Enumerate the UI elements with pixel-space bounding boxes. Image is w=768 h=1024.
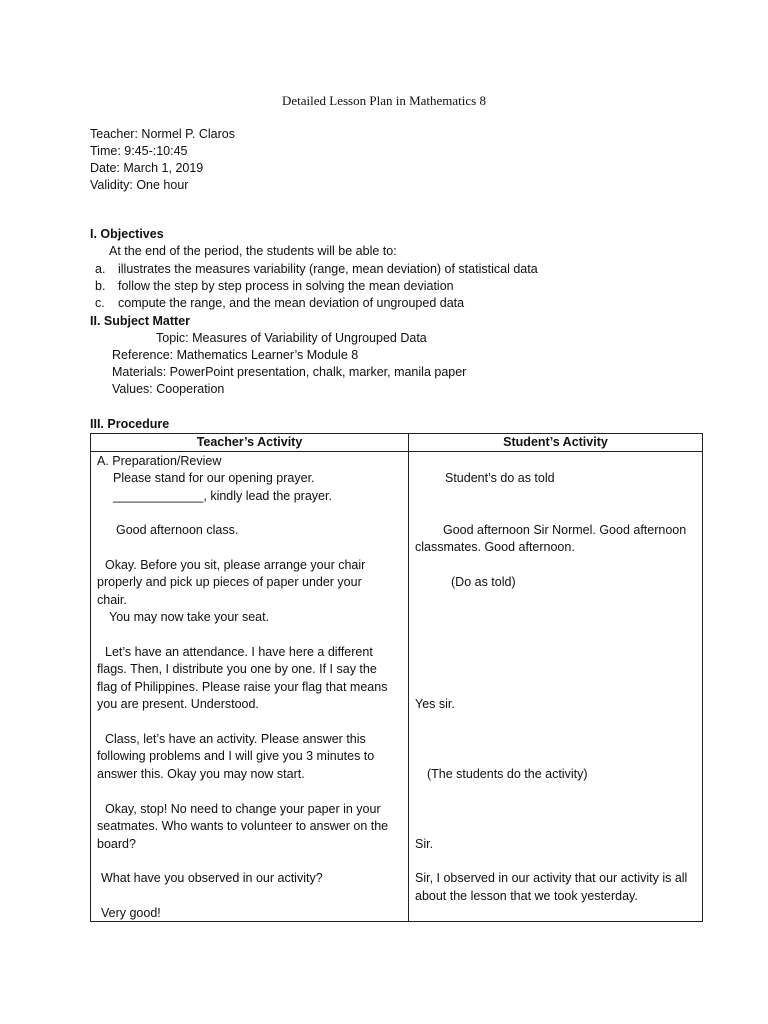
- student-line: Sir, I observed in our activity that our activity is all: [415, 871, 688, 885]
- student-line: Good afternoon Sir Normel. Good afternoon: [443, 523, 687, 537]
- subject-matter-heading: II. Subject Matter: [90, 314, 191, 328]
- teacher-line: Let’s have an attendance. I have here a different: [105, 645, 373, 659]
- teacher-activity-cell: [91, 452, 409, 922]
- validity-line: Validity: One hour: [90, 178, 189, 192]
- teacher-line: Very good!: [101, 906, 161, 920]
- subject-matter-values: Values: Cooperation: [112, 382, 225, 396]
- student-line: classmates. Good afternoon.: [415, 540, 575, 554]
- objective-text: illustrates the measures variability (range, mean deviation) of statistical data: [118, 262, 538, 276]
- subject-matter-topic: Topic: Measures of Variability of Ungrouped Data: [156, 331, 427, 345]
- procedure-heading: III. Procedure: [90, 417, 170, 431]
- teacher-line: board?: [97, 837, 136, 851]
- teacher-line: Teacher: Normel P. Claros: [90, 127, 235, 141]
- teacher-activity-header: Teacher’s Activity: [91, 434, 409, 452]
- student-line: Student’s do as told: [445, 471, 555, 485]
- teacher-line: properly and pick up pieces of paper under your: [97, 575, 362, 589]
- teacher-line: flag of Philippines. Please raise your flag that means: [97, 680, 388, 694]
- teacher-line: Please stand for our opening prayer.: [113, 471, 315, 485]
- objectives-list: [95, 261, 538, 312]
- objective-item: [95, 278, 538, 295]
- teacher-line: Good afternoon class.: [116, 523, 239, 537]
- student-line: Yes sir.: [415, 697, 455, 711]
- teacher-line: chair.: [97, 593, 127, 607]
- teacher-line: flags. Then, I distribute you one by one. If I say the: [97, 662, 377, 676]
- teacher-line: seatmates. Who wants to volunteer to answer on the: [97, 819, 389, 833]
- objective-text: follow the step by step process in solving the mean deviation: [118, 279, 454, 293]
- objective-text: compute the range, and the mean deviation of ungrouped data: [118, 296, 465, 310]
- procedure-body-row: [91, 452, 703, 922]
- student-activity-header: Student’s Activity: [409, 434, 703, 452]
- objectives-intro: At the end of the period, the students will be able to:: [109, 244, 397, 258]
- teacher-line: What have you observed in our activity?: [101, 871, 323, 885]
- objectives-heading: I. Objectives: [90, 227, 164, 241]
- teacher-line: A. Preparation/Review: [97, 454, 222, 468]
- info-block: [90, 126, 235, 194]
- objective-item: [95, 295, 538, 312]
- time-line: Time: 9:45-:10:45: [90, 144, 188, 158]
- subject-matter-reference: Reference: Mathematics Learner’s Module 8: [112, 348, 359, 362]
- student-line: (The students do the activity): [427, 767, 588, 781]
- objective-letter: a.: [95, 262, 106, 276]
- objective-letter: c.: [95, 296, 105, 310]
- procedure-header-row: [91, 434, 703, 452]
- teacher-line: You may now take your seat.: [109, 610, 270, 624]
- student-activity-cell: [409, 452, 703, 922]
- teacher-line: answer this. Okay you may now start.: [97, 767, 305, 781]
- student-line: about the lesson that we took yesterday.: [415, 889, 638, 903]
- teacher-line: Okay. Before you sit, please arrange your chair: [105, 558, 366, 572]
- student-line: (Do as told): [451, 575, 516, 589]
- student-line: Sir.: [415, 837, 434, 851]
- date-line: Date: March 1, 2019: [90, 161, 204, 175]
- teacher-line: following problems and I will give you 3 minutes to: [97, 749, 375, 763]
- teacher-line: Class, let’s have an activity. Please answer this: [105, 732, 366, 746]
- teacher-line: Okay, stop! No need to change your paper in your: [105, 802, 381, 816]
- subject-matter-details: [112, 347, 466, 398]
- objective-item: [95, 261, 538, 278]
- subject-matter-materials: Materials: PowerPoint presentation, chalk, marker, manila paper: [112, 365, 467, 379]
- procedure-table: [90, 433, 703, 922]
- objective-letter: b.: [95, 279, 106, 293]
- teacher-line: you are present. Understood.: [97, 697, 259, 711]
- document-title: Detailed Lesson Plan in Mathematics 8: [282, 93, 486, 108]
- teacher-line: _____________, kindly lead the prayer.: [113, 489, 332, 503]
